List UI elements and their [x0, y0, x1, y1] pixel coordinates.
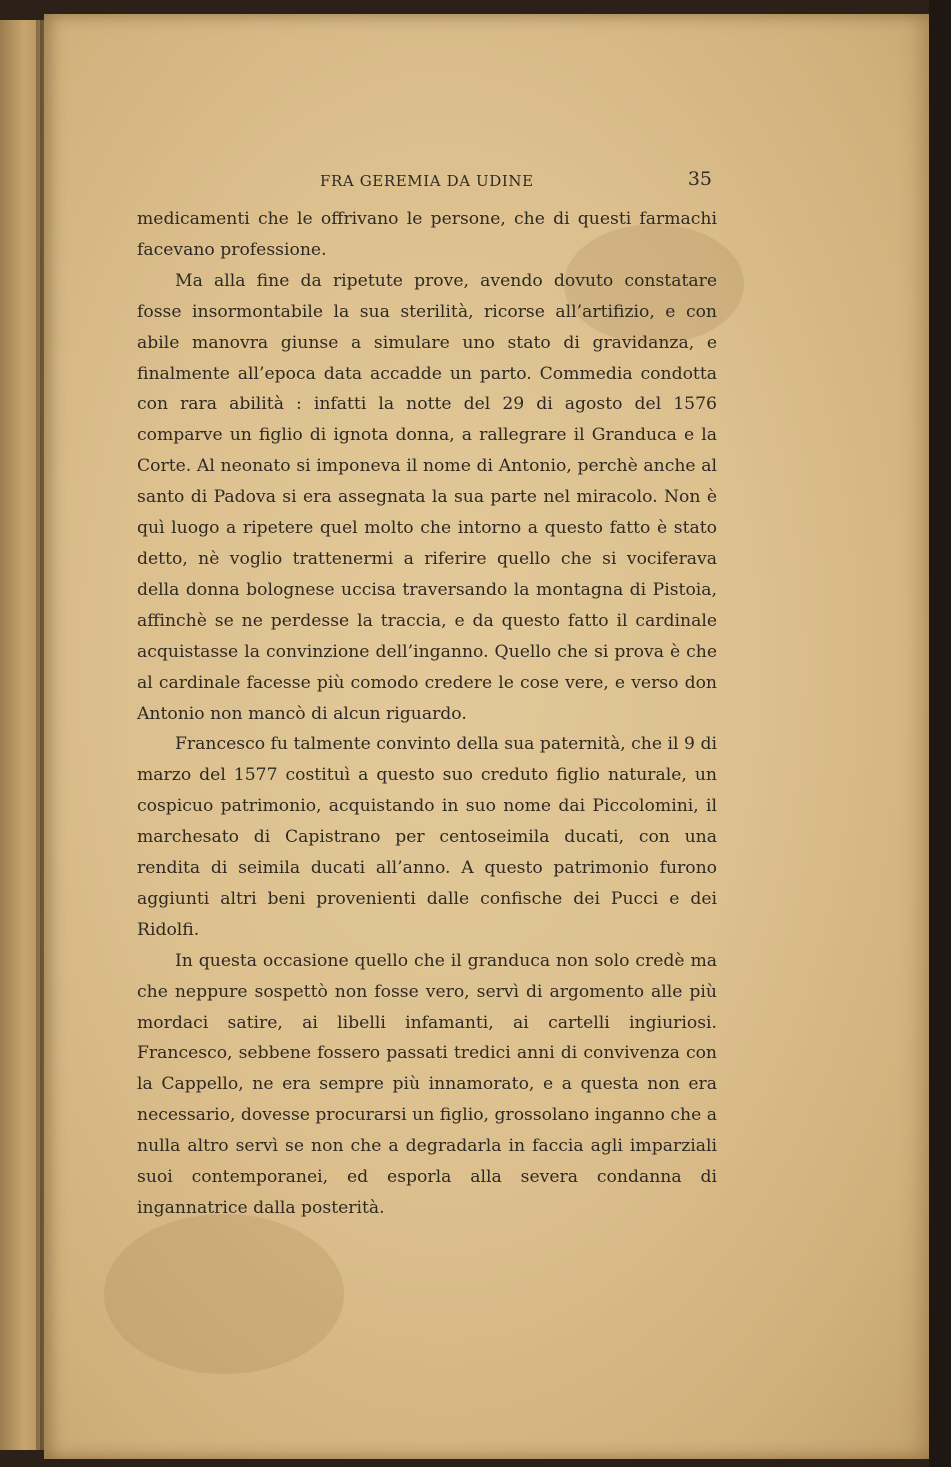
page-number: 35 [687, 168, 712, 190]
paragraph: medicamenti che le offrivano le persone, che di questi farmachi facevano professione. [137, 209, 717, 260]
paragraph: Francesco fu talmente convinto della sua paternità, che il 9 di marzo del 1577 costituì a questo suo creduto figlio naturale, un cospicuo patrimonio, acquistando in suo nome dai Piccolomini, il marchesato di Capistrano per centoseimila ducati, con una rendita di seimila ducati all’anno. A questo patrimonio furono aggiunti altri beni provenienti dalle confische dei Pucci e dei Ridolfi. [137, 734, 717, 940]
left-page-edge [0, 20, 40, 1450]
paragraph: Ma alla fine da ripetute prove, avendo dovuto constatare fosse insormontabile la sua sterilità, ricorse all’artifizio, e con abile manovra giunse a simulare uno stato di gravidanza, e finalmente all’epoca data accadde un parto. Commedia condotta con rara abilità : infatti la notte del 29 di agosto del 1576 comparve un figlio di ignota donna, a rallegrare il Granduca e la Corte. Al neonato si imponeva il nome di Antonio, perchè anche al santo di Padova si era assegnata la sua parte nel miracolo. Non è quì luogo a ripetere quel molto che intorno a questo fatto è stato detto, nè voglio trattenermi a riferire quello che si vociferava della donna bolognese uccisa traversando la montagna di Pistoia, affinchè se ne perdesse la traccia, e da questo fatto il cardinale acquistasse la convinzione dell’inganno. Quello che si prova è che al cardinale facesse più comodo credere le cose vere, e verso don Antonio non mancò di alcun riguardo. [137, 270, 717, 724]
running-title: FRA GEREMIA DA UDINE [320, 172, 534, 190]
paper-stain [104, 1214, 344, 1374]
page-header [276, 168, 712, 194]
paragraph: In questa occasione quello che il granduca non solo credè ma che neppure sospettò non fosse vero, servì di argomento alle più mordaci satire, ai libelli infamanti, ai cartelli ingiuriosi. Francesco, sebbene fossero passati tredici anni di convivenza con la Cappello, ne era sempre più innamorato, e a questa non era necessario, dovesse procurarsi un figlio, grossolano inganno che a nulla altro servì se non che a degradarla in faccia agli imparziali suoi contemporanei, ed esporla alla severa condanna di ingannatrice dalla posterità. [137, 950, 718, 1218]
scan-background-edge [929, 0, 951, 1467]
body-text [137, 204, 717, 1224]
